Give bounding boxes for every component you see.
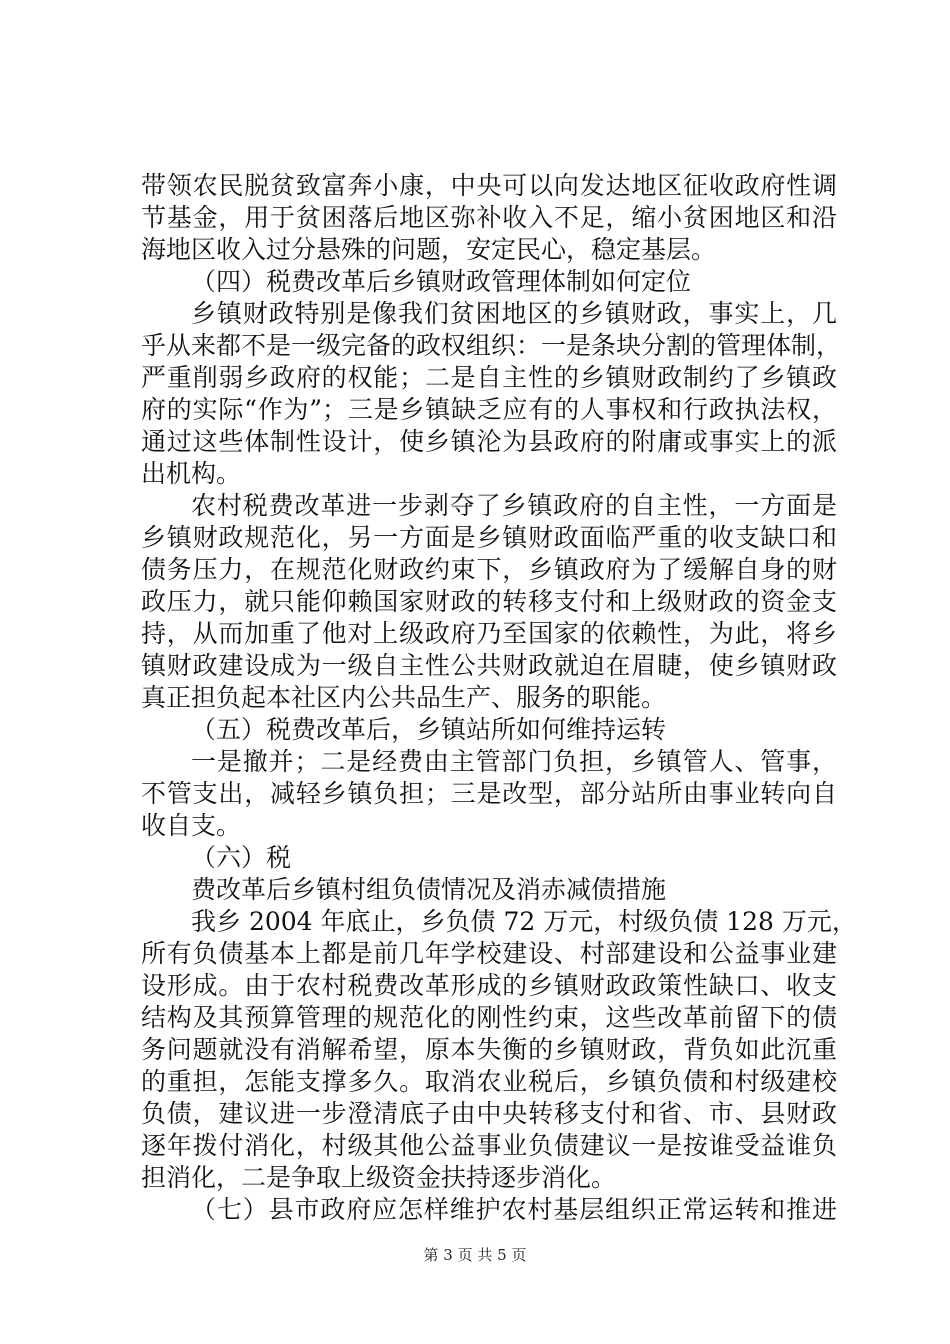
document-body bbox=[141, 170, 857, 1226]
text-line: 我乡 2004 年底止，乡负债 72 万元，村级负债 128 万元， bbox=[191, 907, 857, 936]
text-line: 所有负债基本上都是前几年学校建设、村部建设和公益事业建 bbox=[141, 939, 837, 968]
text-line: 政压力，就只能仰赖国家财政的转移支付和上级财政的资金支 bbox=[141, 587, 837, 616]
text-line: 费改革后乡镇村组负债情况及消赤减债措施 bbox=[191, 875, 667, 904]
text-line: 出机构。 bbox=[141, 459, 242, 488]
text-line: 逐年拨付消化，村级其他公益事业负债建议一是按谁受益谁负 bbox=[141, 1131, 837, 1160]
text-line: 持，从而加重了他对上级政府乃至国家的依赖性，为此，将乡 bbox=[141, 619, 837, 648]
text-line: 负债，建议进一步澄清底子由中央转移支付和省、市、县财政 bbox=[141, 1099, 837, 1128]
text-line: 农村税费改革进一步剥夺了乡镇政府的自主性，一方面是 bbox=[191, 491, 837, 520]
text-line: 带领农民脱贫致富奔小康，中央可以向发达地区征收政府性调 bbox=[141, 171, 837, 200]
text-line: 海地区收入过分悬殊的问题，安定民心，稳定基层。 bbox=[141, 235, 717, 264]
text-line: 乎从来都不是一级完备的政权组织：一是条块分割的管理体制， bbox=[141, 331, 842, 360]
text-line: 通过这些体制性设计，使乡镇沦为县政府的附庸或事实上的派 bbox=[141, 427, 837, 456]
text-line: 一是撤并；二是经费由主管部门负担，乡镇管人、管事， bbox=[191, 747, 837, 776]
text-line: 结构及其预算管理的规范化的刚性约束，这些改革前留下的债 bbox=[141, 1003, 837, 1032]
text-line: 严重削弱乡政府的权能；二是自主性的乡镇财政制约了乡镇政 bbox=[141, 363, 837, 392]
text-line: 设形成。由于农村税费改革形成的乡镇财政政策性缺口、收支 bbox=[141, 971, 837, 1000]
text-line: （五）税费改革后，乡镇站所如何维持运转 bbox=[191, 715, 667, 744]
page-footer: 第 3 页 共 5 页 bbox=[423, 1246, 527, 1264]
text-line: （四）税费改革后乡镇财政管理体制如何定位 bbox=[191, 267, 692, 296]
text-line: （六）税 bbox=[191, 843, 292, 872]
text-line: 的重担，怎能支撑多久。取消农业税后，乡镇负债和村级建校 bbox=[141, 1067, 837, 1096]
text-line: （七）县市政府应怎样维护农村基层组织正常运转和推进 bbox=[191, 1195, 837, 1224]
text-line: 收自支。 bbox=[141, 811, 242, 840]
text-line: 乡镇财政特别是像我们贫困地区的乡镇财政，事实上，几 bbox=[191, 299, 837, 328]
text-line: 府的实际“作为”；三是乡镇缺乏应有的人事权和行政执法权， bbox=[141, 395, 837, 424]
text-line: 节基金，用于贫困落后地区弥补收入不足，缩小贫困地区和沿 bbox=[141, 203, 837, 232]
text-line: 镇财政建设成为一级自主性公共财政就迫在眉睫，使乡镇财政 bbox=[141, 651, 837, 680]
text-line: 乡镇财政规范化，另一方面是乡镇财政面临严重的收支缺口和 bbox=[141, 523, 837, 552]
text-line: 不管支出，减轻乡镇负担；三是改型，部分站所由事业转向自 bbox=[141, 779, 837, 808]
text-line: 债务压力，在规范化财政约束下，乡镇政府为了缓解自身的财 bbox=[141, 555, 837, 584]
text-line: 真正担负起本社区内公共品生产、服务的职能。 bbox=[141, 683, 667, 712]
text-line: 务问题就没有消解希望，原本失衡的乡镇财政，背负如此沉重 bbox=[141, 1035, 837, 1064]
text-line: 担消化，二是争取上级资金扶持逐步消化。 bbox=[141, 1163, 617, 1192]
